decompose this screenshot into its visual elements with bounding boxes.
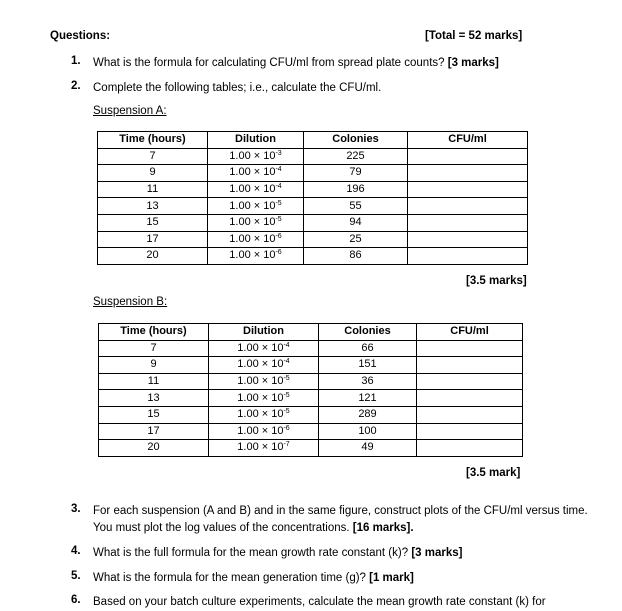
table-row (99, 406, 523, 423)
dilution-exponent: -5 (275, 199, 282, 207)
colonies-cell: 100 (319, 423, 417, 440)
dilution-exponent: -4 (275, 166, 282, 174)
column-header: Dilution (208, 132, 304, 149)
question-marks: [3 marks] (447, 57, 499, 69)
question-number: 6. (71, 594, 81, 606)
question-marks: [16 marks]. (352, 522, 414, 534)
colonies-cell: 121 (319, 390, 417, 407)
time-cell: 13 (99, 390, 209, 407)
colonies-cell: 86 (304, 248, 408, 265)
colonies-cell: 196 (304, 181, 408, 198)
question-marks: [3 marks] (411, 547, 463, 559)
time-cell: 7 (98, 148, 208, 165)
dilution-exponent: -6 (275, 232, 282, 240)
cfu-cell[interactable] (408, 198, 528, 215)
column-header: CFU/ml (408, 132, 528, 149)
column-header: Colonies (304, 132, 408, 149)
question-3 (93, 503, 603, 537)
time-cell: 17 (99, 423, 209, 440)
time-cell: 13 (98, 198, 208, 215)
question-number: 2. (71, 80, 81, 92)
question-text: Based on your batch culture experiments, calculate the mean growth rate constant (k) for (93, 596, 546, 608)
dilution-cell (209, 440, 319, 457)
dilution-exponent: -3 (275, 149, 282, 157)
cfu-cell[interactable] (408, 214, 528, 231)
time-cell: 9 (98, 165, 208, 182)
colonies-cell: 36 (319, 373, 417, 390)
colonies-cell: 66 (319, 340, 417, 357)
table-row (99, 357, 523, 374)
column-header: Colonies (319, 324, 417, 341)
question-marks: [1 mark] (369, 572, 414, 584)
cfu-cell[interactable] (417, 440, 523, 457)
dilution-base: 1.00 × 10 (229, 166, 276, 179)
dilution-cell (209, 340, 319, 357)
dilution-base: 1.00 × 10 (229, 216, 276, 229)
question-number: 1. (71, 55, 81, 67)
colonies-cell: 151 (319, 357, 417, 374)
dilution-cell (209, 357, 319, 374)
dilution-cell (209, 423, 319, 440)
question-5 (93, 570, 603, 587)
table-row (99, 423, 523, 440)
time-cell: 17 (98, 231, 208, 248)
cfu-cell[interactable] (417, 373, 523, 390)
table-row (99, 440, 523, 457)
dilution-base: 1.00 × 10 (237, 441, 284, 454)
dilution-exponent: -4 (275, 183, 282, 191)
colonies-cell: 25 (304, 231, 408, 248)
cfu-cell[interactable] (408, 148, 528, 165)
question-text: What is the formula for calculating CFU/ml from spread plate counts? (93, 57, 445, 69)
time-cell: 11 (98, 181, 208, 198)
table-row (98, 181, 528, 198)
time-cell: 15 (98, 214, 208, 231)
dilution-cell (209, 406, 319, 423)
time-cell: 20 (99, 440, 209, 457)
dilution-exponent: -7 (283, 441, 290, 449)
question-4 (93, 545, 603, 562)
colonies-cell: 55 (304, 198, 408, 215)
table-row (99, 373, 523, 390)
dilution-base: 1.00 × 10 (237, 341, 284, 354)
question-text: Complete the following tables; i.e., calculate the CFU/ml. (93, 82, 382, 94)
dilution-exponent: -6 (275, 249, 282, 257)
cfu-cell[interactable] (417, 340, 523, 357)
dilution-base: 1.00 × 10 (229, 199, 276, 212)
column-header: Time (hours) (98, 132, 208, 149)
time-cell: 15 (99, 406, 209, 423)
table-row (98, 198, 528, 215)
cfu-cell[interactable] (417, 423, 523, 440)
table-row (98, 165, 528, 182)
dilution-base: 1.00 × 10 (237, 391, 284, 404)
dilution-exponent: -5 (283, 391, 290, 399)
colonies-cell: 94 (304, 214, 408, 231)
table-row (99, 390, 523, 407)
suspension-b-marks: [3.5 mark] (466, 467, 521, 479)
dilution-cell (208, 214, 304, 231)
colonies-cell: 49 (319, 440, 417, 457)
table-row (98, 148, 528, 165)
dilution-base: 1.00 × 10 (237, 424, 284, 437)
question-text: What is the full formula for the mean growth rate constant (k)? (93, 547, 409, 559)
colonies-cell: 289 (319, 406, 417, 423)
suspension-a-table (97, 131, 528, 265)
suspension-b-label: Suspension B: (93, 296, 168, 308)
dilution-exponent: -4 (283, 341, 290, 349)
cfu-cell[interactable] (408, 181, 528, 198)
dilution-exponent: -6 (283, 424, 290, 432)
suspension-a-label: Suspension A: (93, 105, 167, 117)
dilution-cell (208, 198, 304, 215)
time-cell: 11 (99, 373, 209, 390)
table-header-row (98, 132, 528, 149)
dilution-cell (208, 148, 304, 165)
dilution-cell (209, 390, 319, 407)
dilution-base: 1.00 × 10 (229, 149, 276, 162)
question-1 (93, 55, 603, 72)
dilution-exponent: -4 (283, 358, 290, 366)
cfu-cell[interactable] (408, 231, 528, 248)
question-number: 3. (71, 503, 81, 515)
table-row (98, 231, 528, 248)
table-row (99, 340, 523, 357)
question-text: For each suspension (A and B) and in the same figure, construct plots of the CFU/ml versus time. You must plot the log values of the concentrations. (93, 505, 588, 534)
page-title: Questions: (50, 30, 111, 42)
dilution-base: 1.00 × 10 (229, 249, 276, 262)
dilution-cell (208, 181, 304, 198)
cfu-cell[interactable] (417, 406, 523, 423)
suspension-b-table (98, 323, 523, 457)
question-number: 5. (71, 570, 81, 582)
column-header: CFU/ml (417, 324, 523, 341)
dilution-cell (208, 165, 304, 182)
dilution-exponent: -5 (283, 408, 290, 416)
dilution-base: 1.00 × 10 (237, 408, 284, 421)
time-cell: 9 (99, 357, 209, 374)
table-row (98, 214, 528, 231)
table-row (98, 248, 528, 265)
dilution-cell (208, 248, 304, 265)
dilution-base: 1.00 × 10 (229, 232, 276, 245)
dilution-exponent: -5 (283, 375, 290, 383)
cfu-cell[interactable] (408, 248, 528, 265)
column-header: Dilution (209, 324, 319, 341)
cfu-cell[interactable] (417, 390, 523, 407)
dilution-exponent: -5 (275, 216, 282, 224)
dilution-base: 1.00 × 10 (237, 375, 284, 388)
time-cell: 7 (99, 340, 209, 357)
dilution-base: 1.00 × 10 (229, 183, 276, 196)
total-marks: [Total = 52 marks] (425, 30, 523, 42)
table-header-row (99, 324, 523, 341)
suspension-a-marks: [3.5 marks] (466, 275, 527, 287)
dilution-cell (209, 373, 319, 390)
column-header: Time (hours) (99, 324, 209, 341)
dilution-base: 1.00 × 10 (237, 358, 284, 371)
dilution-cell (208, 231, 304, 248)
question-number: 4. (71, 545, 81, 557)
cfu-cell[interactable] (417, 357, 523, 374)
question-text: What is the formula for the mean generation time (g)? (93, 572, 366, 584)
cfu-cell[interactable] (408, 165, 528, 182)
question-2 (93, 80, 603, 97)
time-cell: 20 (98, 248, 208, 265)
colonies-cell: 225 (304, 148, 408, 165)
colonies-cell: 79 (304, 165, 408, 182)
